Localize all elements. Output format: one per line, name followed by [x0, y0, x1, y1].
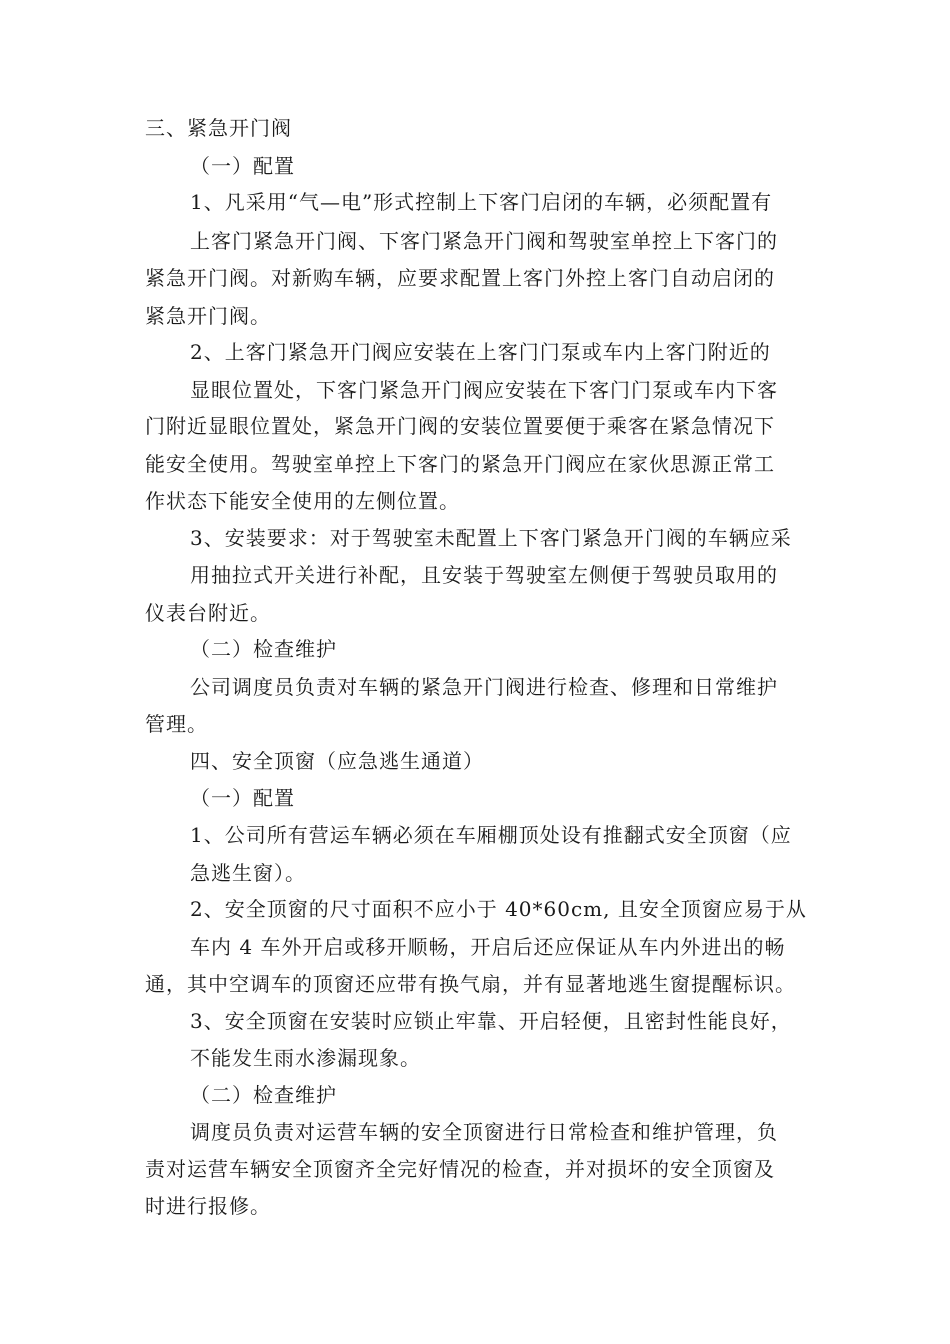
subheading-configuration: （一）配置	[190, 154, 295, 178]
paragraph-line: 1、公司所有营运车辆必须在车厢棚顶处设有推翻式安全顶窗（应	[190, 823, 792, 847]
paragraph-line: 上客门紧急开门阀、下客门紧急开门阀和驾驶室单控上下客门的	[190, 229, 778, 253]
paragraph-line: 仪表台附近。	[145, 601, 271, 625]
paragraph-line: 3、安全顶窗在安装时应锁止牢靠、开启轻便，且密封性能良好，	[190, 1009, 792, 1033]
paragraph-line: 调度员负责对运营车辆的安全顶窗进行日常检查和维护管理，负	[190, 1120, 778, 1144]
paragraph-line: 能安全使用。驾驶室单控上下客门的紧急开门阀应在家伙思源正常工	[145, 452, 775, 476]
paragraph-line: 显眼位置处，下客门紧急开门阀应安装在下客门门泵或车内下客	[190, 378, 778, 402]
section-heading-safety-roof-hatch: 四、安全顶窗（应急逃生通道）	[190, 749, 484, 773]
paragraph-line: 用抽拉式开关进行补配，且安装于驾驶室左侧便于驾驶员取用的	[190, 563, 778, 587]
paragraph-line: 责对运营车辆安全顶窗齐全完好情况的检查，并对损坏的安全顶窗及	[145, 1157, 775, 1181]
paragraph-line: 门附近显眼位置处，紧急开门阀的安装位置要便于乘客在紧急情况下	[145, 414, 775, 438]
subheading-inspection-maintenance: （二）检查维护	[190, 637, 337, 661]
paragraph-line: 通，其中空调车的顶窗还应带有换气扇，并有显著地逃生窗提醒标识。	[145, 972, 796, 996]
paragraph-line: 急逃生窗）。	[190, 861, 306, 885]
subheading-inspection-maintenance: （二）检查维护	[190, 1083, 337, 1107]
paragraph-line: 车内 4 车外开启或移开顺畅，开启后还应保证从车内外进出的畅	[190, 935, 786, 959]
paragraph-line: 作状态下能安全使用的左侧位置。	[145, 489, 460, 513]
paragraph-line: 1、凡采用“气—电”形式控制上下客门启闭的车辆，必须配置有	[190, 190, 773, 214]
paragraph-line: 公司调度员负责对车辆的紧急开门阀进行检查、修理和日常维护	[190, 675, 778, 699]
paragraph-line: 管理。	[145, 712, 208, 736]
paragraph-line: 3、安装要求：对于驾驶室未配置上下客门紧急开门阀的车辆应采	[190, 526, 792, 550]
paragraph-line: 紧急开门阀。	[145, 304, 271, 328]
paragraph-line: 不能发生雨水渗漏现象。	[190, 1046, 421, 1070]
paragraph-line: 2、上客门紧急开门阀应安装在上客门门泵或车内上客门附近的	[190, 340, 771, 364]
paragraph-line: 紧急开门阀。对新购车辆，应要求配置上客门外控上客门自动启闭的	[145, 266, 775, 290]
paragraph-line: 时进行报修。	[145, 1194, 271, 1218]
paragraph-line: 2、安全顶窗的尺寸面积不应小于 40*60cm, 且安全顶窗应易于从	[190, 897, 807, 921]
subheading-configuration: （一）配置	[190, 786, 295, 810]
section-heading-emergency-door-valve: 三、紧急开门阀	[145, 116, 292, 140]
